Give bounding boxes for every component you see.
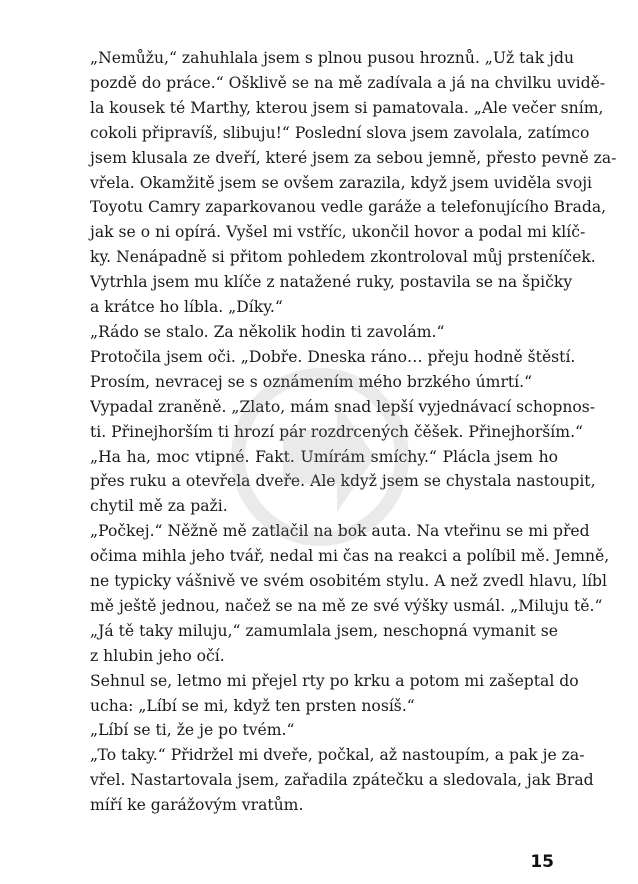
text-line: „Počkej.“ Něžně mě zatlačil na bok auta. Na vteřinu se mi před: [90, 522, 590, 541]
text-line: cokoli připravíš, slibuju!“ Poslední slova jsem zavolala, zatímco: [90, 123, 590, 142]
text-line: „Nemůžu,“ zahuhlala jsem s plnou pusou hroznů. „Už tak jdu: [90, 49, 575, 67]
text-line: a krátce ho líbla. „Díky.“: [90, 298, 283, 317]
text-line: Toyotu Camry zaparkovanou vedle garáže a telefonujícího Brada,: [90, 198, 607, 217]
text-line: míří ke garážovým vratům.: [90, 796, 304, 815]
text-line: „Líbí se ti, že je po tvém.“: [90, 721, 295, 740]
text-line: chytil mě za paži.: [90, 497, 228, 516]
text-line: „Já tě taky miluju,“ zamumlala jsem, neschopná vymanit se: [90, 621, 558, 640]
text-line: la kousek té Marthy, kterou jsem si pamatovala. „Ale večer sním,: [90, 98, 604, 117]
text-line: „To taky.“ Přidržel mi dveře, počkal, až nastoupím, a pak je za-: [90, 746, 585, 765]
text-line: Vypadal zraněně. „Zlato, mám snad lepší vyjednávací schopnos-: [90, 397, 596, 416]
page-number: 15: [530, 852, 554, 872]
text-line: ti. Přinejhorším ti hrozí pár rozdrcených čěšek. Přinejhorším.“: [90, 422, 584, 441]
text-line: mě ještě jednou, načež se na mě ze své výšky usmál. „Miluju tě.“: [90, 596, 603, 615]
text-line: očima mihla jeho tvář, nedal mi čas na reakci a políbil mě. Jemně,: [90, 547, 610, 566]
text-line: „Rádo se stalo. Za několik hodin ti zavolám.“: [90, 322, 445, 341]
text-line: přes ruku a otevřela dveře. Ale když jsem se chystala nastoupit,: [90, 472, 596, 491]
text-line: Prosím, nevracej se s oznámením mého brzkého úmrtí.“: [90, 372, 533, 391]
text-line: vřel. Nastartovala jsem, zařadila zpátečku a sledovala, jak Brad: [90, 771, 594, 790]
text-line: ky. Nenápadně si přitom pohledem zkontroloval můj prsteníček.: [90, 248, 596, 267]
text-line: „Ha ha, moc vtipné. Fakt. Umírám smíchy.“ Plácla jsem ho: [90, 447, 558, 466]
text-line: z hlubin jeho očí.: [90, 646, 225, 665]
text-line: jsem klusala ze dveří, které jsem za sebou jemně, přesto pevně za-: [90, 148, 617, 167]
text-line: jak se o ni opírá. Vyšel mi vstříc, ukončil hovor a podal mi klíč-: [90, 223, 586, 242]
text-line: ucha: „Líbí se mi, když ten prsten nosíš.“: [90, 696, 415, 715]
text-line: Sehnul se, letmo mi přejel rty po krku a potom mi zašeptal do: [90, 671, 579, 690]
text-line: ne typicky vášnivě ve svém osobitém stylu. A než zvedl hlavu, líbl: [90, 572, 608, 591]
body-text: [90, 46, 617, 818]
text-line: Protočila jsem oči. „Dobře. Dneska ráno… přeju hodně štěstí.: [90, 347, 576, 366]
text-line: pozdě do práce.“ Ošklivě se na mě zadívala a já na chvilku uvidě-: [90, 73, 606, 92]
text-line: vřela. Okamžitě jsem se ovšem zarazila, když jsem uviděla svoji: [90, 173, 593, 192]
text-line: Vytrhla jsem mu klíče z natažené ruky, postavila se na špičky: [90, 273, 573, 292]
